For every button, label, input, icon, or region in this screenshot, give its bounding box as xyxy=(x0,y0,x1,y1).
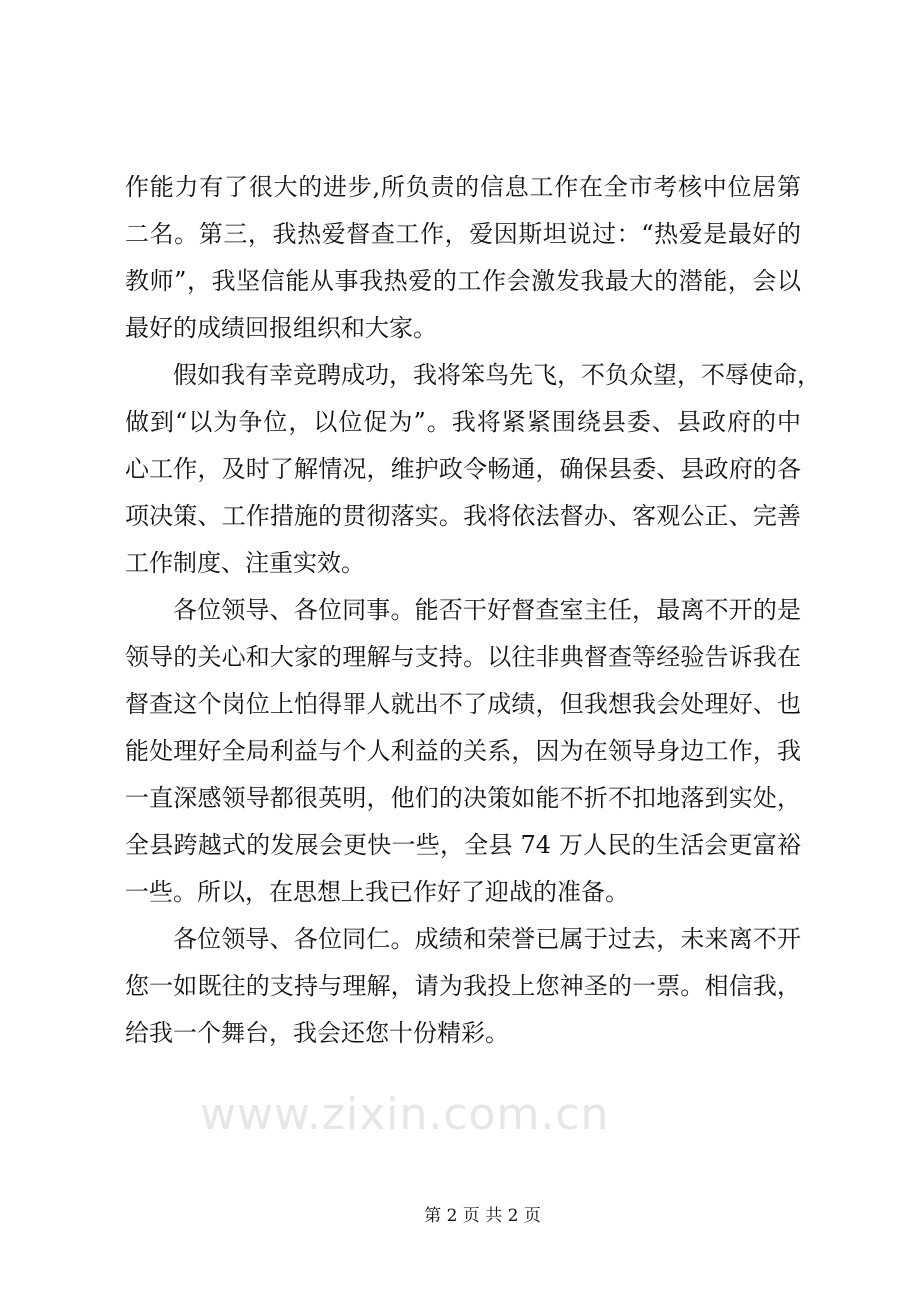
document-body xyxy=(125,164,821,1057)
text-line: 全县跨越式的发展会更快一些，全县 74 万人民的生活会更富裕 xyxy=(125,831,801,859)
text-line: 各位领导、各位同仁。成绩和荣誉已属于过去，未来离不开 xyxy=(173,925,801,953)
text-line: 能处理好全局利益与个人利益的关系，因为在领导身边工作，我 xyxy=(125,737,801,765)
watermark: www.zixin.com.cn xyxy=(200,1089,610,1140)
text-line: 给我一个舞台，我会还您十份精彩。 xyxy=(125,1019,509,1047)
text-line: 作能力有了很大的进步,所负责的信息工作在全市考核中位居第 xyxy=(125,173,801,201)
text-line: 一直深感领导都很英明，他们的决策如能不折不扣地落到实处， xyxy=(125,784,801,812)
text-line: 教师”，我坚信能从事我热爱的工作会激发我最大的潜能，会以 xyxy=(125,267,801,295)
paragraph xyxy=(125,352,821,587)
paragraph xyxy=(125,587,801,916)
text-line: 一些。所以，在思想上我已作好了迎战的准备。 xyxy=(125,878,629,906)
text-line: 做到“以为争位，以位促为”。我将紧紧围绕县委、县政府的中 xyxy=(125,408,801,436)
text-line: 假如我有幸竞聘成功，我将笨鸟先飞，不负众望，不辱使命， xyxy=(173,361,821,389)
paragraph xyxy=(125,164,801,352)
text-line: 心工作，及时了解情况，维护政令畅通，确保县委、县政府的各 xyxy=(125,455,801,483)
text-line: 督查这个岗位上怕得罪人就出不了成绩，但我想我会处理好、也 xyxy=(125,690,801,718)
text-line: 领导的关心和大家的理解与支持。以往非典督查等经验告诉我在 xyxy=(125,643,801,671)
paragraph xyxy=(125,916,801,1057)
text-line: 二名。第三，我热爱督查工作，爱因斯坦说过：“热爱是最好的 xyxy=(125,220,801,248)
text-line: 最好的成绩回报组织和大家。 xyxy=(125,314,437,342)
page-footer: 第 2 页 共 2 页 xyxy=(424,1206,541,1226)
text-line: 各位领导、各位同事。能否干好督查室主任，最离不开的是 xyxy=(173,596,801,624)
text-line: 工作制度、注重实效。 xyxy=(125,549,365,577)
text-line: 项决策、工作措施的贯彻落实。我将依法督办、客观公正、完善 xyxy=(125,502,801,530)
text-line: 您一如既往的支持与理解，请为我投上您神圣的一票。相信我， xyxy=(125,972,801,1000)
